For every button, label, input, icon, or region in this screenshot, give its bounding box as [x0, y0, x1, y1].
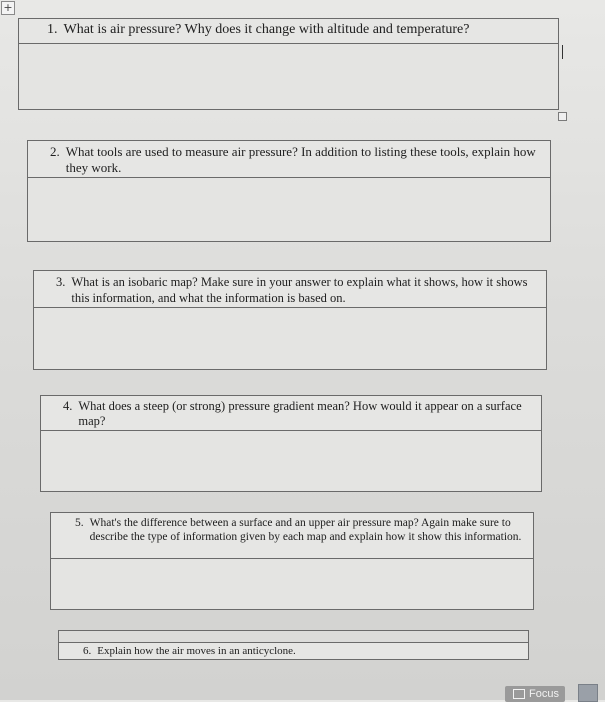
question-box-1 — [18, 18, 559, 110]
focus-icon — [513, 689, 525, 699]
question-header-5[interactable] — [50, 512, 534, 559]
question-number: 5. — [75, 517, 84, 529]
question-number: 3. — [56, 275, 66, 289]
question-number: 4. — [63, 399, 73, 413]
question-header-2[interactable] — [27, 140, 551, 178]
question-text: Explain how the air moves in an anticyclone. — [97, 645, 296, 657]
answer-field-5[interactable] — [50, 559, 534, 610]
question-box-4 — [40, 395, 542, 492]
question-header-1[interactable] — [18, 18, 559, 44]
question-box-5 — [50, 512, 534, 610]
answer-field-3[interactable] — [33, 308, 547, 370]
answer-field-4[interactable] — [40, 431, 542, 492]
answer-field-2[interactable] — [27, 178, 551, 242]
question-box-6 — [58, 630, 529, 660]
question-number: 1. — [47, 22, 58, 37]
table-move-handle[interactable]: + — [1, 1, 15, 15]
question-header-6[interactable] — [58, 642, 529, 660]
text-cursor — [562, 45, 563, 59]
view-icon[interactable] — [578, 684, 598, 702]
question-header-3[interactable] — [33, 270, 547, 308]
question-text: What's the difference between a surface and an upper air pressure map? Again make sure to describe the type of information given by each map and explain how it show this information. — [89, 517, 522, 543]
answer-field-6-top-border — [58, 630, 529, 642]
question-box-2 — [27, 140, 551, 242]
question-text: What is an isobaric map? Make sure in your answer to explain what it shows, how it shows this information, and what the information is based on. — [71, 275, 528, 305]
answer-field-1[interactable] — [18, 44, 559, 110]
question-text: What is air pressure? Why does it change with altitude and temperature? — [63, 22, 470, 37]
question-number: 2. — [50, 144, 60, 159]
table-resize-handle[interactable] — [558, 112, 567, 121]
question-text: What does a steep (or strong) pressure gradient mean? How would it appear on a surface map? — [78, 399, 522, 428]
question-header-4[interactable] — [40, 395, 542, 431]
question-box-3 — [33, 270, 547, 370]
focus-label: Focus — [529, 688, 559, 700]
question-text: What tools are used to measure air pressure? In addition to listing these tools, explain how they work. — [65, 144, 536, 175]
question-number: 6. — [83, 645, 92, 657]
